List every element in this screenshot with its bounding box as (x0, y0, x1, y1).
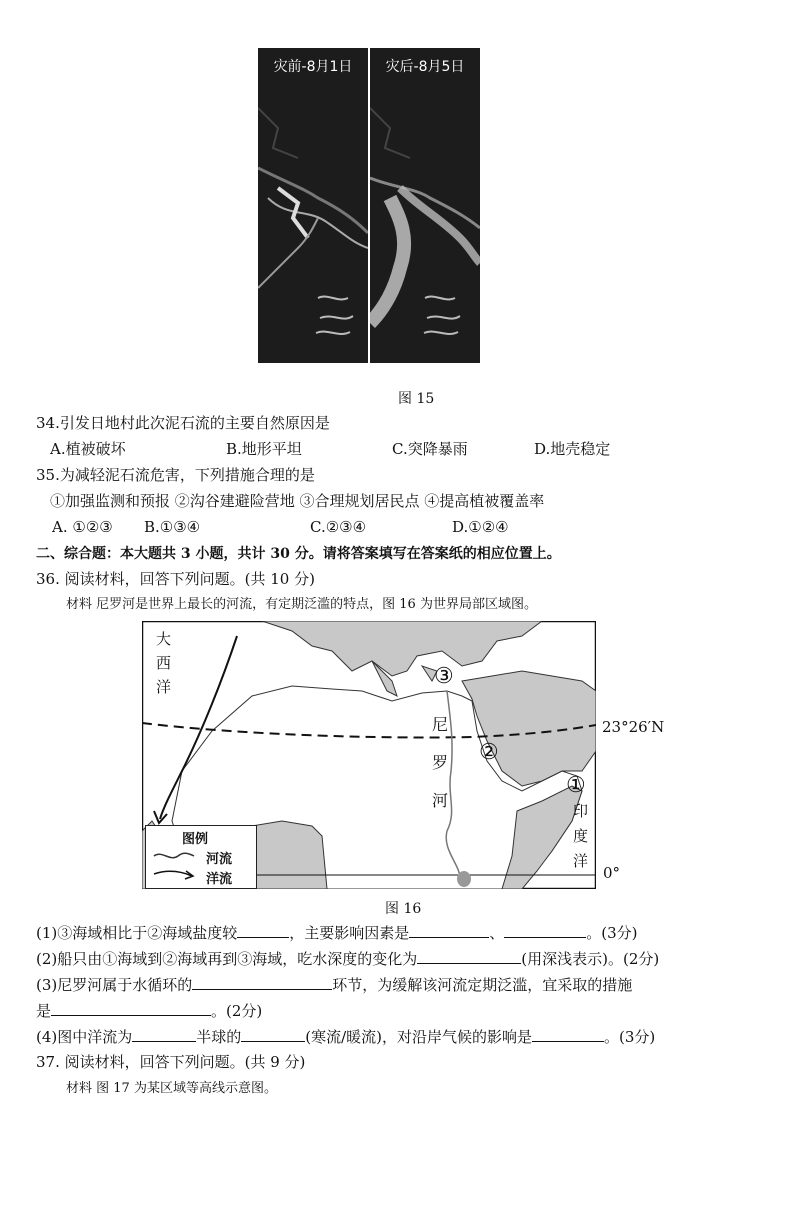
indian-char-2: 度 (573, 827, 589, 845)
sea-marker-1: ① (566, 773, 586, 798)
figure16-caption: 图 16 (385, 901, 422, 917)
sea-marker-3: ③ (434, 664, 454, 689)
atlantic-char-3: 洋 (156, 678, 172, 696)
legend-symbols (152, 848, 196, 884)
q36-sub3-text-a: (3)尼罗河属于水循环的 (36, 976, 193, 994)
q34-stem: 34.引发日地村此次泥石流的主要自然原因是 (36, 414, 330, 432)
q35-measures: ①加强监测和预报 ②沟谷建避险营地 ③合理规划居民点 ④提高植被覆盖率 (50, 492, 545, 510)
nile-char-1: 尼 (432, 715, 449, 734)
q36-sub1-text-d: 。(3分) (586, 924, 638, 942)
q36-sub1-blank-2[interactable] (409, 923, 489, 938)
q34-option-d: D.地壳稳定 (534, 440, 611, 458)
q36-sub4-text-d: 。(3分) (604, 1028, 656, 1046)
river-symbol-icon (154, 853, 194, 857)
q35-option-b: B.①③④ (144, 518, 201, 536)
q35-option-a: A. ①②③ (52, 518, 113, 536)
before-label: 灾前-8月1日 (273, 59, 353, 75)
atlantic-char-1: 大 (156, 630, 172, 648)
q34-option-a: A.植被破坏 (50, 440, 126, 458)
q36-sub1 (36, 922, 638, 944)
q36-sub1-blank-1[interactable] (237, 923, 289, 938)
satellite-image-before (258, 48, 368, 363)
q36-sub3-text-c: 是 (36, 1002, 52, 1020)
atlantic-char-2: 西 (156, 654, 172, 672)
legend-current-label: 洋流 (206, 872, 233, 887)
q36-sub4-blank-3[interactable] (532, 1027, 604, 1042)
legend-title: 图例 (182, 832, 209, 847)
q36-sub1-text-a: (1)③海域相比于②海域盐度较 (36, 924, 238, 942)
equator-label: 0° (603, 864, 621, 882)
q36-sub4-text-a: (4)图中洋流为 (36, 1028, 133, 1046)
indian-char-3: 洋 (573, 852, 589, 870)
q36-sub4-blank-1[interactable] (132, 1027, 196, 1042)
q34-option-b: B.地形平坦 (226, 440, 302, 458)
q36-sub4-text-c: (寒流/暖流)，对沿岸气候的影响是 (305, 1028, 533, 1046)
section2-heading: 二、综合题：本大题共 3 小题，共计 30 分。请将答案填写在答案纸的相应位置上。 (36, 546, 561, 562)
q37-material: 材料 图 17 为某区域等高线示意图。 (66, 1081, 277, 1096)
q36-sub4-blank-2[interactable] (241, 1027, 305, 1042)
nile-char-2: 罗 (432, 753, 449, 772)
q35-stem: 35.为减轻泥石流危害，下列措施合理的是 (36, 466, 315, 484)
satellite-image-after (370, 48, 480, 363)
q35-option-c: C.②③④ (310, 518, 367, 536)
q36-sub2 (36, 948, 659, 970)
q36-sub1-text-b: ，主要影响因素是 (289, 924, 410, 942)
q36-material: 材料 尼罗河是世界上最长的河流，有定期泛滥的特点，图 16 为世界局部区域图。 (66, 597, 537, 612)
debris-flow-before-image (258, 48, 368, 363)
q36-stem: 36. 阅读材料，回答下列问题。(共 10 分) (36, 570, 315, 588)
q36-sub3-text-b: 环节，为缓解该河流定期泛滥，宜采取的措施 (332, 976, 633, 994)
q36-sub2-text-a: (2)船只由①海域到②海域再到③海域，吃水深度的变化为 (36, 950, 418, 968)
q36-sub2-text-b: (用深浅表示)。(2分) (521, 950, 660, 968)
q36-sub1-blank-3[interactable] (504, 923, 586, 938)
tropic-label: 23°26′N (602, 718, 665, 736)
indian-char-1: 印 (573, 802, 589, 820)
q34-option-c: C.突降暴雨 (392, 440, 468, 458)
debris-flow-after-image (370, 48, 480, 363)
figure15-caption: 图 15 (398, 391, 435, 407)
q36-sub3 (36, 974, 632, 996)
q37-stem: 37. 阅读材料，回答下列问题。(共 9 分) (36, 1053, 306, 1071)
sea-marker-2: ② (479, 740, 499, 765)
nile-char-3: 河 (432, 791, 449, 810)
q36-sub3-text-d: 。(2分) (211, 1002, 263, 1020)
q36-sub3-blank-1[interactable] (192, 975, 332, 990)
map-legend (145, 825, 257, 889)
q35-option-d: D.①②④ (452, 518, 509, 536)
q36-sub4-text-b: 半球的 (196, 1028, 242, 1046)
q36-sub2-blank[interactable] (417, 949, 521, 964)
legend-river-label: 河流 (206, 852, 233, 867)
q36-sub1-text-c: 、 (489, 924, 505, 942)
q36-sub3-blank-2[interactable] (51, 1001, 211, 1016)
after-label: 灾后-8月5日 (385, 59, 465, 75)
q36-sub4 (36, 1026, 655, 1048)
q36-sub3-cont (36, 1000, 262, 1022)
